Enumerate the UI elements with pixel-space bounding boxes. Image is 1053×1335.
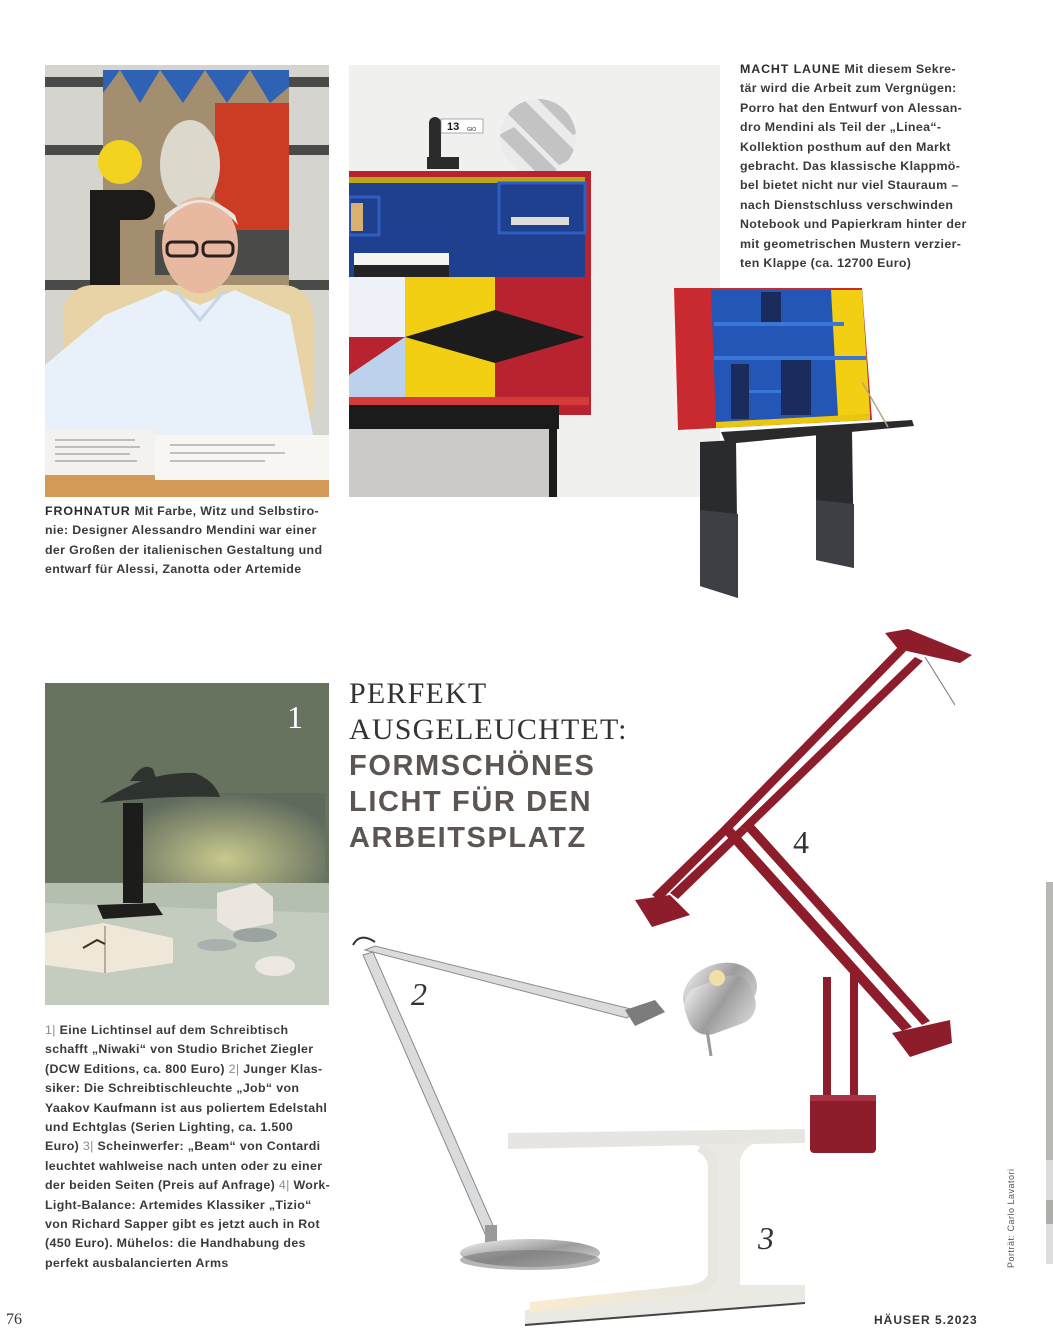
secretary-room-illustration [349,65,720,497]
caption-line [45,1060,345,1079]
caption-line [45,1234,345,1253]
photo-number-1: 1 [287,699,303,735]
caption-text: von Richard Sapper gibt es jetzt auch in Rot [45,1217,320,1232]
item-number-marker: 4| [278,1178,290,1193]
secretary-caption [740,60,980,273]
caption-text: Eine Lichtinsel auf dem Schreibtisch [55,1023,289,1037]
caption-line: gebracht. Das klassische Klappmö- [740,159,961,174]
photo-credit: Porträt: Carlo Lavatori [1006,1168,1016,1268]
figure-number-4: 4 [793,824,809,860]
caption-text: (450 Euro). Mühelos: die Handhabung des [45,1236,306,1251]
caption-line [45,1021,345,1040]
page-edge-tab [1046,882,1053,1160]
caption-line: bel bietet nicht nur viel Stauraum – [740,178,959,193]
caption-line: tär wird die Arbeit zum Vergnügen: [740,81,957,96]
caption-text: Light-Balance: Artemides Klassiker „Tizio“ [45,1197,312,1212]
page-edge-tab-light [1046,1160,1053,1200]
niwaki-lamp-photo [45,683,329,1005]
headline-serif-line: PERFEKT [349,677,488,710]
caption-text: Yaakov Kaufmann ist aus poliertem Edelstahl [45,1100,328,1115]
page-edge-tab-mid [1046,1200,1053,1224]
caption-text: der beiden Seiten (Preis auf Anfrage) [45,1178,279,1193]
portrait-caption [45,502,345,580]
portrait-photo [45,65,329,497]
issue-label: HÄUSER 5.2023 [874,1313,978,1327]
secretary-room-photo [349,65,720,497]
caption-line [45,1137,345,1156]
section-headline [349,676,649,856]
caption-line [45,1157,345,1176]
caption-text: leuchtet wahlweise nach unten oder zu einer [45,1158,323,1173]
caption-line [45,502,345,521]
caption-line: Kollektion posthum auf den Markt [740,139,951,154]
caption-line: Notebook und Papierkram hinter der [740,217,967,232]
lamps-caption [45,1021,345,1273]
caption-text: und Echtglas (Serien Lighting, ca. 1.500 [45,1120,294,1135]
page-number: 76 [6,1311,22,1328]
headline-serif-line: AUSGELEUCHTET: [349,713,628,746]
caption-line [45,1215,345,1234]
caption-line: nie: Designer Alessandro Mendini war einer [45,523,317,538]
caption-line: Porro hat den Entwurf von Alessan- [740,100,963,115]
item-number-marker: 3| [82,1139,94,1154]
caption-text: schafft „Niwaki“ von Studio Brichet Ziegler [45,1042,314,1057]
caption-line [45,1118,345,1137]
caption-line [45,1254,345,1273]
caption-line: ten Klappe (ca. 12700 Euro) [740,256,912,271]
secretary-product-cutout [666,282,918,602]
headline-sans-line: FORMSCHÖNES [349,750,596,782]
clock-weekday: GIO [467,127,477,133]
caption-lead: MACHT LAUNE [740,62,841,76]
page-edge-tab-light [1046,1224,1053,1264]
caption-text: siker: Die Schreibtischleuchte „Job“ von [45,1081,300,1096]
caption-line [45,1099,345,1118]
item-number-marker: 1| [45,1023,56,1037]
caption-text: (DCW Editions, ca. 800 Euro) [45,1061,229,1076]
clock-day: 13 [447,121,460,133]
caption-text: Mit Farbe, Witz und Selbstiro- [130,504,319,518]
caption-lead: FROHNATUR [45,504,131,518]
caption-line: entwarf für Alessi, Zanotta oder Artemide [45,562,302,577]
caption-text: Euro) [45,1139,83,1154]
caption-text: Junger Klas- [239,1061,323,1076]
caption-line [740,60,980,79]
caption-text: Scheinwerfer: „Beam“ von Contardi [93,1139,321,1154]
portrait-illustration [45,65,329,497]
caption-line [45,1079,345,1098]
caption-text: perfekt ausbalancierten Arms [45,1255,229,1270]
caption-line [45,1196,345,1215]
caption-line: der Großen der italienischen Gestaltung und [45,542,323,557]
caption-line [45,1176,345,1195]
headline-sans-line: LICHT FÜR DEN [349,786,593,818]
caption-text: Work- [289,1178,331,1193]
caption-line: dro Mendini als Teil der „Linea“- [740,120,942,135]
caption-line: nach Dienstschluss verschwinden [740,197,954,212]
headline-sans-line: ARBEITSPLATZ [349,822,587,854]
caption-line [45,1040,345,1059]
caption-text: Mit diesem Sekre- [840,62,956,76]
item-number-marker: 2| [228,1061,240,1076]
caption-line: mit geometrischen Mustern verzier- [740,236,962,251]
figure-number-3: 3 [758,1220,774,1256]
secretary-product-illustration [666,282,918,602]
figure-number-2: 2 [411,976,427,1012]
